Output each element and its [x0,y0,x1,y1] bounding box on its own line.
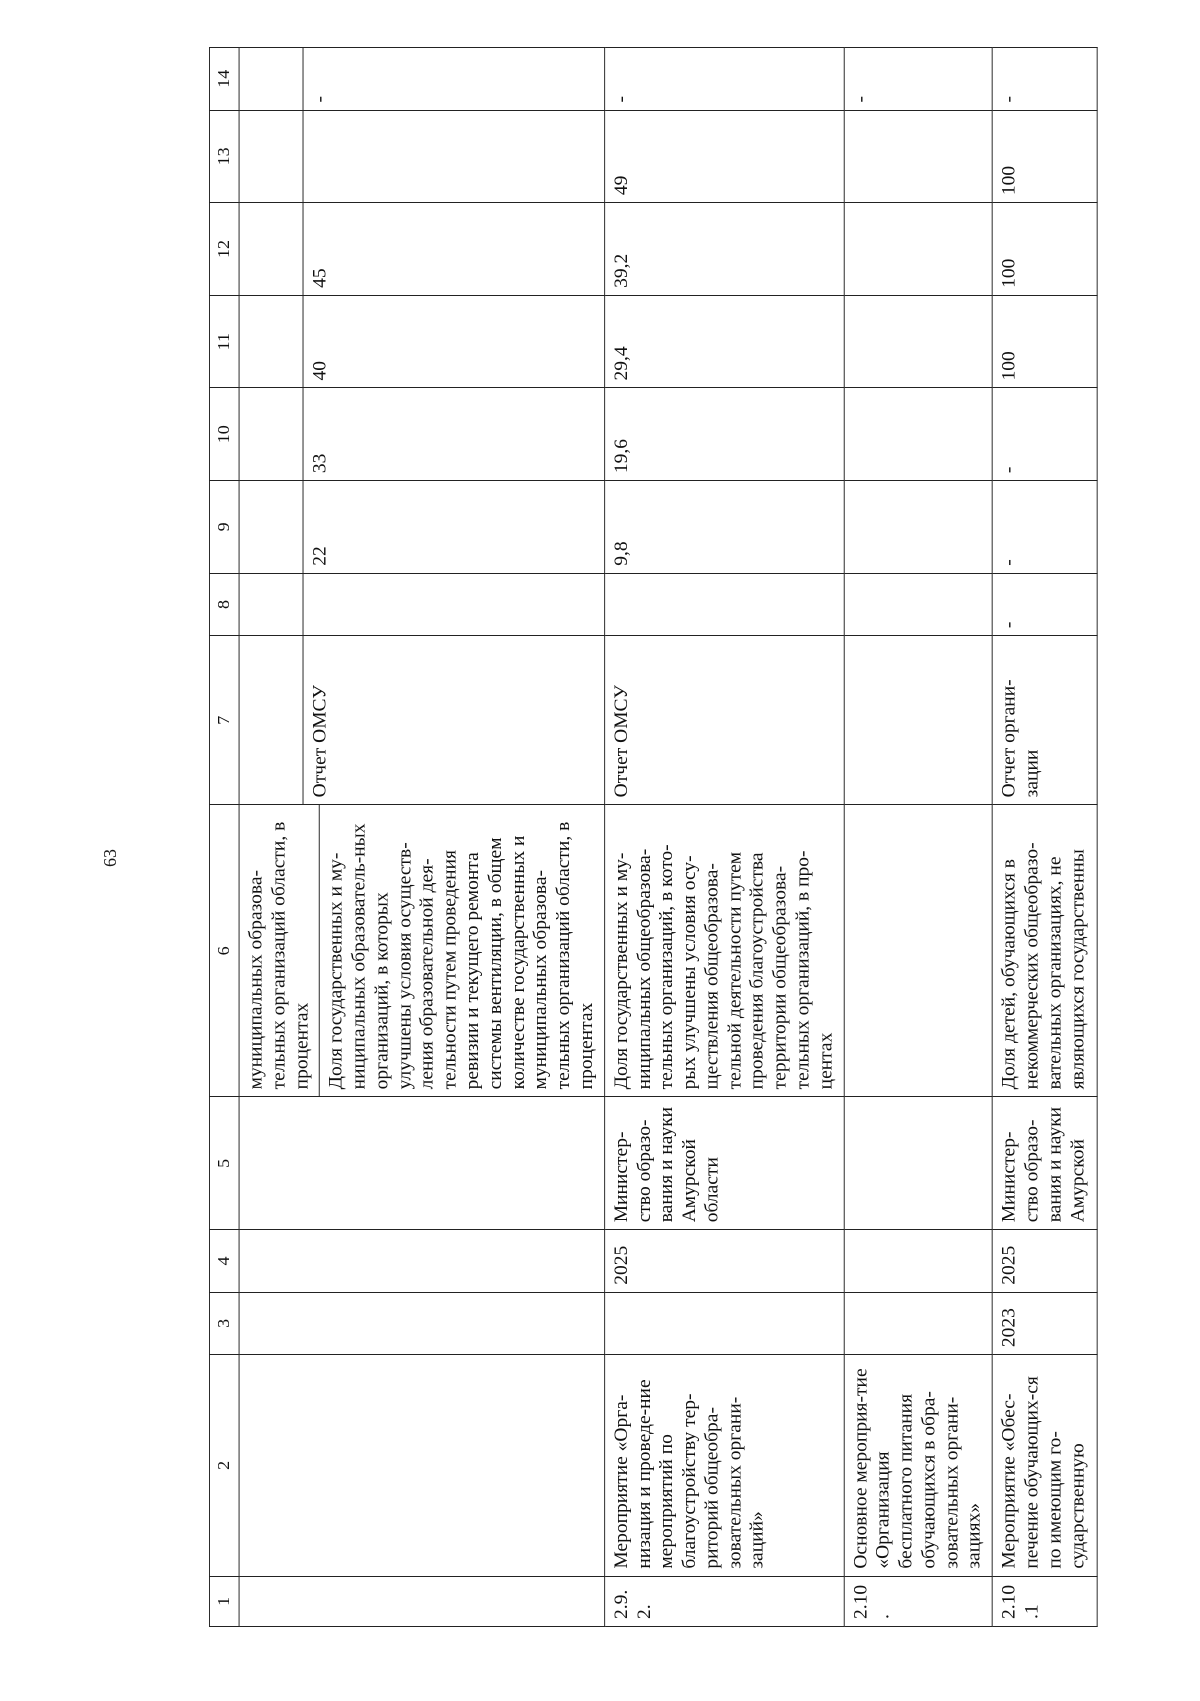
cell-indicator [239,805,604,1097]
cell-v12 [239,203,604,296]
col-header: 12 [209,203,239,296]
value: - [992,481,1097,574]
value: 9,8 [604,481,843,574]
measure-name: Мероприятие «Орга-низация и проведе-ние мероприятий по благоустройству тер-риторий общеобра-зовательных органи-заций» [604,1355,843,1577]
col-header: 14 [209,48,239,111]
table-row [844,48,993,1627]
value: 39,2 [604,203,843,296]
empty-cell [240,388,303,480]
v13-subtable [240,111,315,203]
start-year: 2023 [992,1292,1097,1354]
value [844,481,993,574]
source-subtable [240,636,338,804]
source: Отчет органи-зации [992,636,1097,805]
col-header: 1 [209,1576,239,1626]
cell-num [239,1576,604,1626]
value: - [992,573,1097,635]
measure-name: Мероприятие «Обес-печение обучающих-ся по имеющим го-сударственную [992,1355,1097,1577]
v11-subtable [240,296,338,388]
v8-subtable [240,574,315,635]
value [604,573,843,635]
value: - [844,48,993,111]
cell-v14 [239,48,604,111]
cell-start-year [239,1292,604,1354]
executor: Министер-ство образо-вания и науки Амурской [992,1097,1097,1230]
cell-v8 [239,573,604,635]
cell-v13 [239,110,604,203]
cell-v10 [239,388,604,481]
indicator: Доля государственных и му-ниципальных общеобразова-тельных организаций, в кото-рых улучшены условия осу-ществления общеобразова-тельной деятельности путем проведения благоустройства территории общеобразова-тельных организаций, в про-центах [604,805,843,1097]
table-row [992,48,1097,1627]
end-year: 2025 [604,1230,843,1292]
col-header: 13 [209,110,239,203]
col-header: 9 [209,481,239,574]
col-header: 8 [209,573,239,635]
value: 100 [992,295,1097,388]
value [844,203,993,296]
empty-cell [240,574,303,635]
v9-subtable [240,481,338,573]
col-header: 4 [209,1230,239,1292]
end-year: 2025 [992,1230,1097,1292]
cell-v11 [239,295,604,388]
measure-name: Основное мероприя-тие «Организация бесплатного питания обучающихся в обра-зовательных органи-зациях» [844,1355,993,1577]
value: 19,6 [604,388,843,481]
cell-v9 [239,481,604,574]
col-header: 5 [209,1097,239,1230]
value [844,388,993,481]
v10-subtable [240,388,338,480]
col-header: 10 [209,388,239,481]
value: 22 [303,481,338,573]
cell-executor [239,1097,604,1230]
value: 29,4 [604,295,843,388]
value: - [604,48,843,111]
value: 49 [604,110,843,203]
v14-subtable [240,48,338,110]
program-measures-table [209,47,1098,1627]
value: 45 [303,203,338,295]
value: - [303,48,338,110]
page-number: 63 [100,849,120,867]
empty-cell [240,48,303,110]
value: 33 [303,388,338,480]
col-header: 6 [209,805,239,1097]
start-year [604,1292,843,1354]
empty-cell [303,574,315,635]
start-year [844,1292,993,1354]
empty-cell [240,111,303,203]
indicator: Доля детей, обучающихся в некоммерческих общеобразо-вательных организациях, не являющихся государственны [992,805,1097,1097]
cell-source [239,636,604,805]
indicator-subtable [240,805,604,1096]
empty-cell [240,296,303,388]
value: 100 [992,203,1097,296]
col-header: 7 [209,636,239,805]
indicator-text: Доля государственных и му-ниципальных образователь-ных организаций, в которых улучшены условия осуществ-ления образовательной дея-тельности путем проведения ревизии и текущего ремонта системы вентиляции, в общем количестве государственных и муниципальных образова-тельных организаций области, в процентах [320,805,604,1096]
table-row [604,48,843,1627]
value: - [992,388,1097,481]
value: 40 [303,296,338,388]
col-header: 2 [209,1355,239,1577]
value [844,110,993,203]
executor: Министер-ство образо-вания и науки Амурской области [604,1097,843,1230]
v12-subtable [240,203,338,295]
cell-name [239,1355,604,1577]
empty-cell [240,481,303,573]
value [844,573,993,635]
executor [844,1097,993,1230]
rotated-table-sheet [209,47,1088,1627]
row-number: 2.10.1 [992,1576,1097,1626]
source-text: Отчет ОМСУ [303,636,338,804]
indicator [844,805,993,1097]
cell-end-year [239,1230,604,1292]
empty-cell [303,111,315,203]
column-number-row [209,48,239,1627]
empty-cell [240,203,303,295]
source [844,636,993,805]
value: - [992,48,1097,111]
col-header: 11 [209,295,239,388]
indicator-text: муниципальных образова-тельных организаций области, в процентах [246,821,312,1090]
value: 100 [992,110,1097,203]
row-number: 2.10. [844,1576,993,1626]
end-year [844,1230,993,1292]
table-row [239,48,604,1627]
empty-cell [240,636,303,804]
source: Отчет ОМСУ [604,636,843,805]
row-number: 2.9.2. [604,1576,843,1626]
value [844,295,993,388]
col-header: 3 [209,1292,239,1354]
